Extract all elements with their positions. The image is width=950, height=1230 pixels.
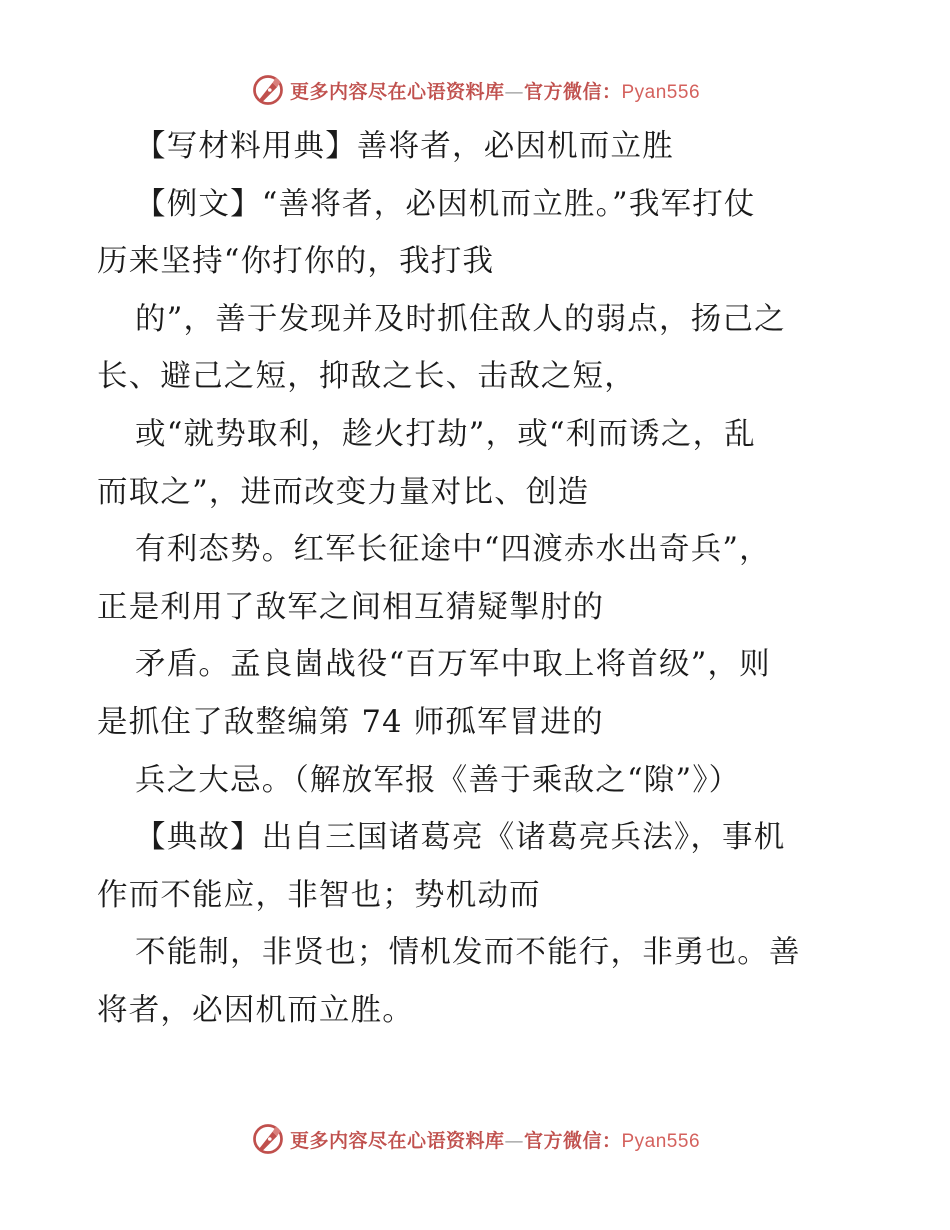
document-body <box>97 118 853 1040</box>
text-line: 的”，善于发现并及时抓住敌人的弱点，扬己之 <box>135 301 786 337</box>
text-line: 矛盾。孟良崮战役“百万军中取上将首级”，则 <box>135 647 771 683</box>
text-line: 正是利用了敌军之间相互猜疑掣肘的 <box>97 589 605 625</box>
banner-text: 更多内容尽在心语资料库—官方微信：Pyan556 <box>289 1129 701 1152</box>
text-line: 不能制，非贤也；情机发而不能行，非勇也。善 <box>135 935 801 971</box>
text-line: 或“就势取利，趁火打劫”，或“利而诱之，乱 <box>135 416 756 452</box>
text-line: 长、避己之短，抑敌之长、击敌之短， <box>97 359 636 395</box>
text-line: 【例文】“善将者，必因机而立胜。”我军打仗 <box>135 186 756 222</box>
pen-nib-logo-icon <box>250 1121 286 1157</box>
text-line: 将者，必因机而立胜。 <box>97 992 414 1028</box>
text-line: 【写材料用典】善将者，必因机而立胜 <box>135 129 674 164</box>
text-line: 历来坚持“你打你的，我打我 <box>97 244 495 280</box>
footer-banner <box>0 1119 950 1159</box>
banner-text: 更多内容尽在心语资料库—官方微信：Pyan556 <box>289 80 701 103</box>
text-line: 有利态势。红军长征途中“四渡赤水出奇兵”， <box>135 532 771 568</box>
header-banner <box>0 70 950 110</box>
text-line: 作而不能应，非智也；势机动而 <box>97 877 541 913</box>
pen-nib-logo-icon <box>250 72 286 108</box>
text-line: 兵之大忌。（解放军报《善于乘敌之“隙”》） <box>135 762 741 798</box>
text-line: 【典故】出自三国诸葛亮《诸葛亮兵法》，事机 <box>135 820 786 856</box>
text-line: 而取之”，进而改变力量对比、创造 <box>97 474 590 510</box>
text-line: 是抓住了敌整编第 74 师孤军冒进的 <box>97 704 604 740</box>
